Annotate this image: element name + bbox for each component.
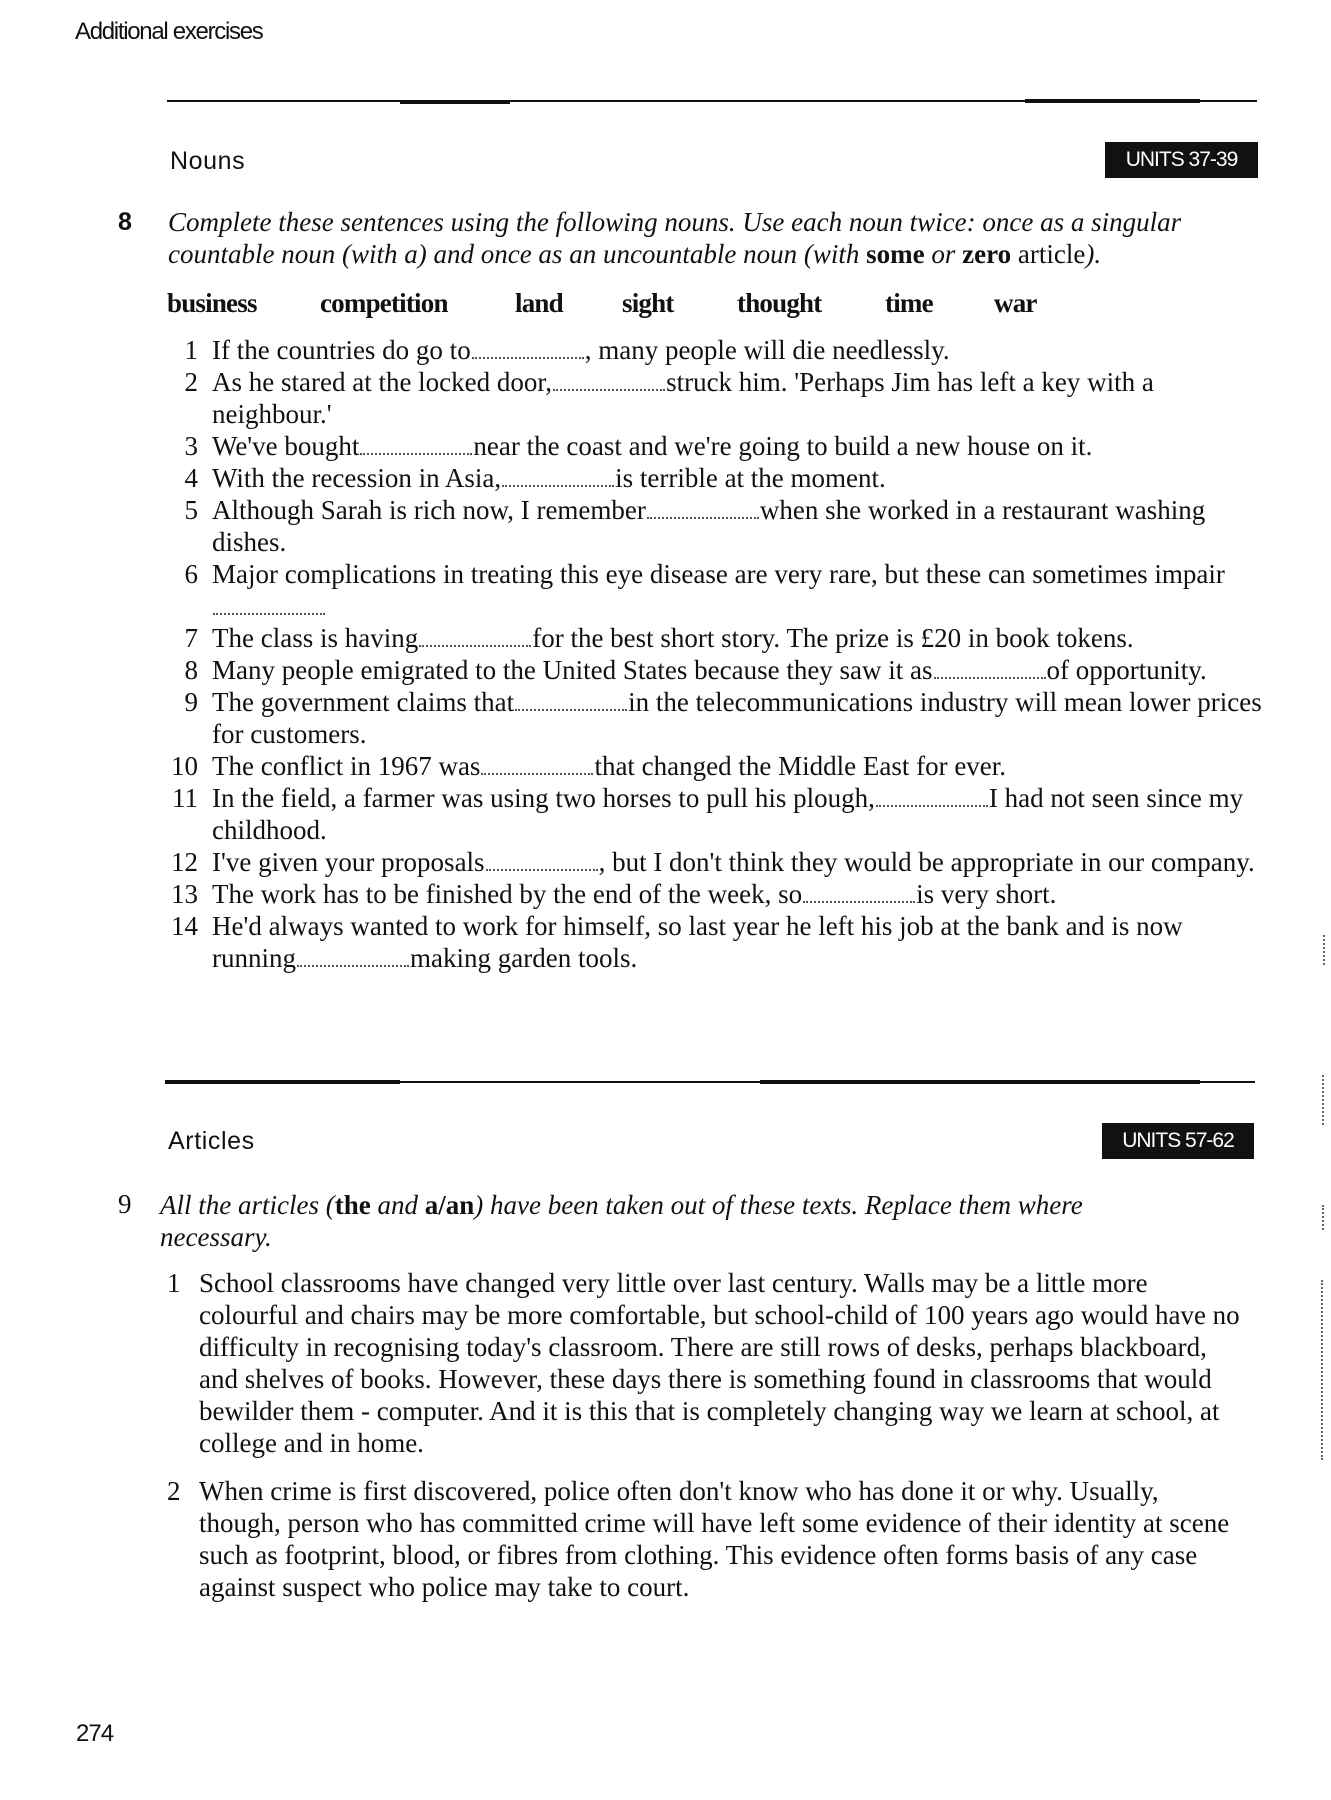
item-number: 2	[184, 367, 198, 397]
list-item	[165, 1475, 1245, 1603]
section-rule-accent	[165, 1080, 400, 1084]
list-item	[166, 654, 1266, 686]
item-number: 1	[184, 335, 198, 365]
item-number: 12	[171, 847, 198, 877]
margin-mark	[1323, 935, 1325, 965]
list-item	[166, 686, 1266, 750]
answer-blank[interactable]	[803, 883, 915, 903]
instruction-line: countable noun (with a) and once as an uncountable noun (with some or zero article).	[168, 239, 1102, 269]
answer-blank[interactable]	[934, 659, 1046, 679]
running-head: Additional exercises	[75, 18, 263, 45]
answer-blank[interactable]	[502, 467, 614, 487]
answer-blank[interactable]	[360, 435, 472, 455]
answer-blank[interactable]	[486, 851, 598, 871]
item-text: The work has to be finished by the end of the week, so	[212, 879, 803, 909]
item-text: The conflict in 1967 was	[212, 751, 481, 781]
item-text: , but I don't think they would be appropriate in our company.	[598, 847, 1255, 877]
exercise-9-texts	[165, 1267, 1245, 1619]
item-text: when she worked in a restaurant washing dishes.	[212, 495, 1206, 557]
unit-badge-nouns: UNITS 37-39	[1105, 142, 1258, 178]
noun-word: time	[885, 288, 933, 318]
item-text: The class is having	[212, 623, 419, 653]
item-number: 2	[167, 1476, 181, 1506]
item-text: for the best short story. The prize is £20 in book tokens.	[532, 623, 1134, 653]
list-item	[166, 782, 1266, 846]
page-number: 274	[76, 1720, 114, 1747]
unit-badge-articles: UNITS 57-62	[1102, 1123, 1254, 1159]
item-number: 10	[171, 751, 198, 781]
item-number: 13	[171, 879, 198, 909]
item-number: 9	[184, 687, 198, 717]
answer-blank[interactable]	[213, 595, 325, 615]
answer-blank[interactable]	[481, 755, 593, 775]
item-number: 8	[184, 655, 198, 685]
item-number: 3	[184, 431, 198, 461]
list-item	[165, 1267, 1245, 1459]
list-item	[166, 750, 1266, 782]
answer-blank[interactable]	[876, 787, 988, 807]
noun-word: thought	[737, 288, 822, 318]
item-text: The government claims that	[212, 687, 515, 717]
item-text: is very short.	[916, 879, 1057, 909]
item-text: struck him. 'Perhaps Jim has left a key with a neighbour.'	[212, 367, 1154, 429]
item-text: , many people will die needlessly.	[584, 335, 950, 365]
item-text: School classrooms have changed very little over last century. Walls may be a little more colourful and chairs may be more comfortable, but school-child of 100 years ago would have no difficulty in recognising today's classroom. There are still rows of desks, perhaps blackboard, and shelves of books. However, these days there is something found in classrooms that would bewilder them - computer. And it is this that is completely changing way we learn at school, at college and in home.	[199, 1268, 1240, 1458]
item-text: I had not seen since my childhood.	[212, 783, 1244, 845]
exercise-number: 9	[118, 1189, 132, 1219]
list-item	[166, 846, 1266, 878]
item-number: 6	[184, 559, 198, 589]
list-item	[166, 910, 1266, 974]
noun-word: land	[515, 288, 563, 318]
answer-blank[interactable]	[419, 627, 531, 647]
noun-word: business	[167, 288, 257, 318]
section-rule-accent	[760, 1080, 1200, 1084]
list-item	[166, 622, 1266, 654]
item-text: We've bought	[212, 431, 360, 461]
answer-blank[interactable]	[297, 947, 409, 967]
list-item	[166, 558, 1266, 622]
exercise-number: 8	[118, 208, 132, 236]
list-item	[166, 366, 1266, 430]
margin-mark	[1321, 1280, 1323, 1460]
item-number: 7	[184, 623, 198, 653]
answer-blank[interactable]	[515, 691, 627, 711]
item-text: In the field, a farmer was using two horses to pull his plough,	[212, 783, 875, 813]
item-text: Many people emigrated to the United States because they saw it as	[212, 655, 933, 685]
item-text: When crime is first discovered, police often don't know who has done it or why. Usually, though, person who has committed crime will have left some evidence of their identity at scene such as footprint, blood, or fibres from clothing. This evidence often forms basis of any case against suspect who police may take to court.	[199, 1476, 1230, 1602]
margin-mark	[1322, 1205, 1324, 1230]
item-text: near the coast and we're going to build a new house on it.	[473, 431, 1093, 461]
list-item	[166, 430, 1266, 462]
margin-mark	[1322, 1075, 1324, 1125]
answer-blank[interactable]	[553, 371, 665, 391]
item-number: 4	[184, 463, 198, 493]
section-rule-accent	[1025, 99, 1200, 103]
section-rule-accent	[400, 100, 510, 104]
item-text: As he stared at the locked door,	[212, 367, 553, 397]
item-text: in the telecommunications industry will mean lower prices for customers.	[212, 687, 1262, 749]
list-item	[166, 462, 1266, 494]
item-number: 5	[184, 495, 198, 525]
section-title-articles: Articles	[168, 1127, 255, 1155]
item-text: If the countries do go to	[212, 335, 471, 365]
item-text: of opportunity.	[1046, 655, 1207, 685]
answer-blank[interactable]	[647, 499, 759, 519]
noun-word: competition	[320, 288, 448, 318]
list-item	[166, 334, 1266, 366]
list-item	[166, 494, 1266, 558]
exercise-8-items	[166, 334, 1266, 974]
item-number: 14	[171, 911, 198, 941]
exercise-instruction: All the articles (the and a/an) have been taken out of these texts. Replace them where necessary.	[160, 1190, 1083, 1252]
noun-word: sight	[622, 288, 674, 318]
item-text: making garden tools.	[410, 943, 638, 973]
item-text: Major complications in treating this eye disease are very rare, but these can sometimes impair	[212, 559, 1225, 589]
item-text: With the recession in Asia,	[212, 463, 502, 493]
item-text: is terrible at the moment.	[615, 463, 886, 493]
item-text: Although Sarah is rich now, I remember	[212, 495, 646, 525]
noun-word: war	[994, 288, 1037, 318]
answer-blank[interactable]	[472, 339, 584, 359]
instruction-line: Complete these sentences using the following nouns. Use each noun twice: once as a singular	[168, 207, 1182, 237]
exercise-instruction	[168, 206, 1268, 270]
item-text: I've given your proposals	[212, 847, 485, 877]
list-item	[166, 878, 1266, 910]
item-text: that changed the Middle East for ever.	[594, 751, 1007, 781]
item-text: He'd always wanted to work for himself, so last year he left his job at the bank and is now running	[212, 911, 1183, 973]
section-title-nouns: Nouns	[170, 147, 246, 175]
item-number: 11	[172, 783, 198, 813]
item-number: 1	[167, 1268, 181, 1298]
